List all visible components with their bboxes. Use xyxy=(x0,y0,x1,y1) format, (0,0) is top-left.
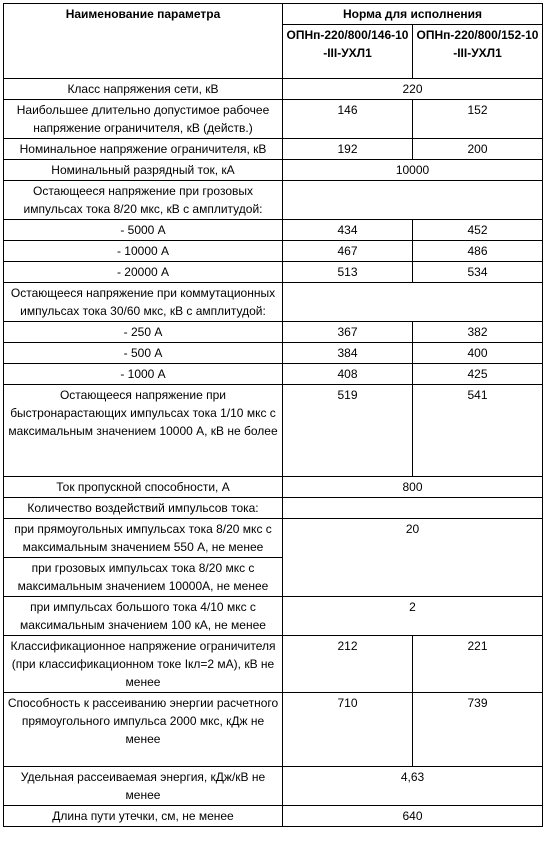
row-value-1: 384 xyxy=(283,343,413,364)
row-value-1: 710 xyxy=(283,693,413,767)
row-value-1: 408 xyxy=(283,364,413,385)
row-name: Наибольшее длительно допустимое рабочее напряжение ограничителя, кВ (действ.) xyxy=(4,100,283,139)
row-value-empty xyxy=(283,498,543,519)
table-row xyxy=(4,220,543,241)
row-value-1: 212 xyxy=(283,636,413,693)
header-variant-1: ОПНп-220/800/146-10-III-УХЛ1 xyxy=(283,25,413,79)
row-value-1: 467 xyxy=(283,241,413,262)
table-row xyxy=(4,477,543,498)
row-value-empty xyxy=(283,283,543,322)
row-name: Класс напряжения сети, кВ xyxy=(4,79,283,100)
table-row xyxy=(4,160,543,181)
row-name: Остающееся напряжение при быстронарастающих импульсах тока 1/10 мкс с максимальным значением 10000 А, кВ не более xyxy=(4,385,283,477)
table-row xyxy=(4,498,543,519)
row-value-1: 146 xyxy=(283,100,413,139)
row-name: при импульсах большого тока 4/10 мкс с максимальным значением 100 кА, не менее xyxy=(4,597,283,636)
row-name: Номинальное напряжение ограничителя, кВ xyxy=(4,139,283,160)
row-value-2: 200 xyxy=(413,139,543,160)
row-value: 800 xyxy=(283,477,543,498)
row-name: Длина пути утечки, см, не менее xyxy=(4,806,283,827)
table-row xyxy=(4,364,543,385)
row-value: 10000 xyxy=(283,160,543,181)
row-value: 20 xyxy=(283,519,543,597)
row-name: при грозовых импульсах тока 8/20 мкс с максимальным значением 10000А, не менее xyxy=(4,558,283,597)
row-name: Классификационное напряжение ограничителя (при классификационном токе Iкл=2 мА), кВ не менее xyxy=(4,636,283,693)
table-row xyxy=(4,636,543,693)
row-value: 2 xyxy=(283,597,543,636)
row-value-2: 400 xyxy=(413,343,543,364)
row-value: 4,63 xyxy=(283,767,543,806)
row-value-2: 425 xyxy=(413,364,543,385)
table-row xyxy=(4,139,543,160)
table-row xyxy=(4,767,543,806)
table-row xyxy=(4,241,543,262)
row-name: Остающееся напряжение при грозовых импульсах тока 8/20 мкс, кВ с амплитудой: xyxy=(4,181,283,220)
row-value-2: 534 xyxy=(413,262,543,283)
header-param: Наименование параметра xyxy=(4,4,283,79)
row-value-1: 519 xyxy=(283,385,413,477)
row-value-2: 452 xyxy=(413,220,543,241)
row-value-2: 541 xyxy=(413,385,543,477)
row-name: Удельная рассеиваемая энергия, кДж/кВ не менее xyxy=(4,767,283,806)
table-row xyxy=(4,693,543,767)
row-name: - 10000 А xyxy=(4,241,283,262)
row-name: - 5000 А xyxy=(4,220,283,241)
header-variant-2: ОПНп-220/800/152-10-III-УХЛ1 xyxy=(413,25,543,79)
table-row xyxy=(4,262,543,283)
row-value-empty xyxy=(283,181,543,220)
table-row xyxy=(4,181,543,220)
row-value-1: 192 xyxy=(283,139,413,160)
row-name: Номинальный разрядный ток, кА xyxy=(4,160,283,181)
row-value-1: 434 xyxy=(283,220,413,241)
row-name: - 1000 А xyxy=(4,364,283,385)
table-row xyxy=(4,79,543,100)
row-value-2: 152 xyxy=(413,100,543,139)
row-name: - 500 А xyxy=(4,343,283,364)
table-row xyxy=(4,519,543,558)
parameters-table xyxy=(3,3,543,827)
table-row xyxy=(4,806,543,827)
row-value-1: 367 xyxy=(283,322,413,343)
row-name: Ток пропускной способности, А xyxy=(4,477,283,498)
table-row xyxy=(4,597,543,636)
header-row xyxy=(4,4,543,25)
row-name: Количество воздействий импульсов тока: xyxy=(4,498,283,519)
row-name: Способность к рассеиванию энергии расчетного прямоугольного импульса 2000 мкс, кДж не менее xyxy=(4,693,283,767)
table-row xyxy=(4,343,543,364)
row-name: - 20000 А xyxy=(4,262,283,283)
row-value-2: 739 xyxy=(413,693,543,767)
row-value-2: 486 xyxy=(413,241,543,262)
row-value-1: 513 xyxy=(283,262,413,283)
row-value-2: 382 xyxy=(413,322,543,343)
table-row xyxy=(4,322,543,343)
row-name: - 250 А xyxy=(4,322,283,343)
row-value: 640 xyxy=(283,806,543,827)
row-name: при прямоугольных импульсах тока 8/20 мкс с максимальным значением 550 А, не менее xyxy=(4,519,283,558)
header-norm: Норма для исполнения xyxy=(283,4,543,25)
table-row xyxy=(4,385,543,477)
row-value-2: 221 xyxy=(413,636,543,693)
table-row xyxy=(4,283,543,322)
table-row xyxy=(4,100,543,139)
row-value: 220 xyxy=(283,79,543,100)
row-name: Остающееся напряжение при коммутационных импульсах тока 30/60 мкс, кВ с амплитудой: xyxy=(4,283,283,322)
